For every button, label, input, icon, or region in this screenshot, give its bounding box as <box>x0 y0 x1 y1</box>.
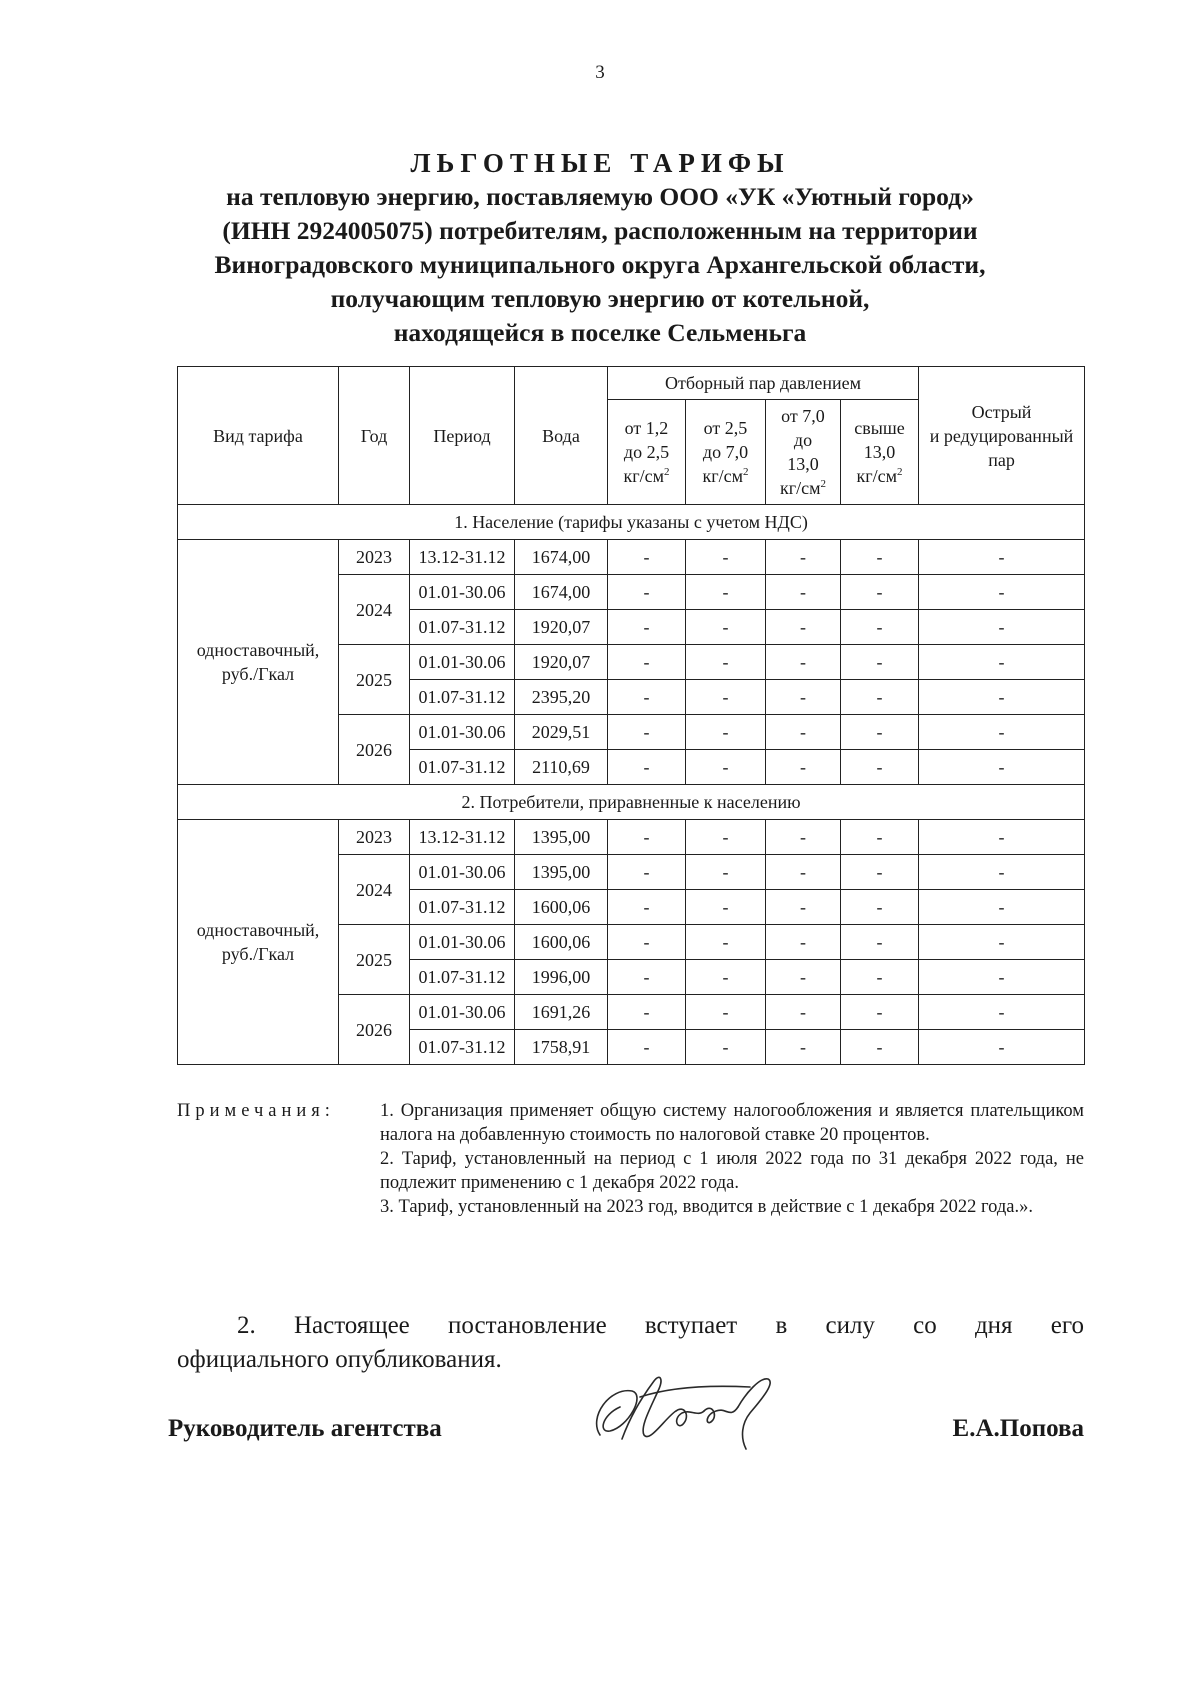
water-cell: 1996,00 <box>515 960 608 995</box>
signer-name: Е.А.Попова <box>952 1415 1084 1442</box>
note-item: 2. Тариф, установленный на период с 1 июля 2022 года по 31 декабря 2022 года, не подлежит применению с 1 декабря 2022 года. <box>380 1149 1084 1193</box>
period-cell: 01.01-30.06 <box>410 715 515 750</box>
dash-cell: - <box>608 575 686 610</box>
water-cell: 1674,00 <box>515 540 608 575</box>
dash-cell: - <box>608 1030 686 1065</box>
dash-cell: - <box>686 925 766 960</box>
dash-cell: - <box>919 820 1085 855</box>
dash-cell: - <box>766 820 841 855</box>
dash-cell: - <box>919 855 1085 890</box>
header-steam-4: свыше 13,0 $кг/см^2$ <box>841 400 919 505</box>
dash-cell: - <box>686 680 766 715</box>
dash-cell: - <box>919 540 1085 575</box>
year-cell: 2023 <box>339 540 410 575</box>
water-cell: 2029,51 <box>515 715 608 750</box>
dash-cell: - <box>919 1030 1085 1065</box>
period-cell: 01.01-30.06 <box>410 995 515 1030</box>
dash-cell: - <box>919 960 1085 995</box>
water-cell: 1395,00 <box>515 855 608 890</box>
dash-cell: - <box>841 645 919 680</box>
header-steam-group: Отборный пар давлением <box>608 367 919 400</box>
dash-cell: - <box>919 610 1085 645</box>
dash-cell: - <box>608 610 686 645</box>
dash-cell: - <box>841 610 919 645</box>
header-steam-3: от 7,0 до 13,0 $кг/см^2$ <box>766 400 841 505</box>
water-cell: 1674,00 <box>515 575 608 610</box>
period-cell: 01.01-30.06 <box>410 645 515 680</box>
title-line: (ИНН 2924005075) потребителям, расположенным на территории <box>222 216 978 245</box>
dash-cell: - <box>841 855 919 890</box>
dash-cell: - <box>919 645 1085 680</box>
dash-cell: - <box>919 575 1085 610</box>
period-cell: 01.01-30.06 <box>410 855 515 890</box>
dash-cell: - <box>686 750 766 785</box>
period-cell: 01.07-31.12 <box>410 750 515 785</box>
section-title: 2. Потребители, приравненные к населению <box>178 785 1085 820</box>
dash-cell: - <box>766 855 841 890</box>
year-cell: 2025 <box>339 925 410 995</box>
note-item: 1. Организация применяет общую систему налогообложения и является плательщиком налога на добавленную стоимость по налоговой ставке 20 процентов. <box>380 1101 1084 1145</box>
dash-cell: - <box>919 680 1085 715</box>
tariff-type-cell: одноставочный, руб./Гкал <box>178 540 339 785</box>
header-water: Вода <box>515 367 608 505</box>
dash-cell: - <box>766 680 841 715</box>
tariffs-table <box>177 366 1085 1065</box>
dash-cell: - <box>841 925 919 960</box>
dash-cell: - <box>919 715 1085 750</box>
dash-cell: - <box>841 820 919 855</box>
period-cell: 01.07-31.12 <box>410 610 515 645</box>
year-cell: 2026 <box>339 715 410 785</box>
notes-label: Примечания: <box>177 1101 335 1121</box>
dash-cell: - <box>919 925 1085 960</box>
water-cell: 1600,06 <box>515 925 608 960</box>
dash-cell: - <box>608 925 686 960</box>
dash-cell: - <box>608 750 686 785</box>
year-cell: 2024 <box>339 855 410 925</box>
document-title <box>0 146 1200 350</box>
year-cell: 2025 <box>339 645 410 715</box>
note-item: 3. Тариф, установленный на 2023 год, вводится в действие с 1 декабря 2022 года.». <box>380 1197 1033 1217</box>
dash-cell: - <box>841 995 919 1030</box>
signature-block <box>168 1407 1084 1451</box>
year-cell: 2026 <box>339 995 410 1065</box>
header-steam-2: от 2,5 до 7,0 $кг/см^2$ <box>686 400 766 505</box>
period-cell: 01.01-30.06 <box>410 925 515 960</box>
water-cell: 1600,06 <box>515 890 608 925</box>
section-title: 1. Население (тарифы указаны с учетом НДС) <box>178 505 1085 540</box>
tariff-type-cell: одноставочный, руб./Гкал <box>178 820 339 1065</box>
dash-cell: - <box>841 575 919 610</box>
clause-line-2: официального опубликования. <box>177 1346 502 1373</box>
period-cell: 13.12-31.12 <box>410 820 515 855</box>
water-cell: 1691,26 <box>515 995 608 1030</box>
clause-line-1: 2. Настоящее постановление вступает в силу со дня его <box>237 1312 1084 1339</box>
dash-cell: - <box>841 890 919 925</box>
signer-position: Руководитель агентства <box>168 1415 442 1442</box>
dash-cell: - <box>686 855 766 890</box>
dash-cell: - <box>766 890 841 925</box>
title-main: ЛЬГОТНЫЕ ТАРИФЫ <box>410 148 790 178</box>
header-sharp-steam: Острый и редуцированный пар <box>919 367 1085 505</box>
period-cell: 01.07-31.12 <box>410 1030 515 1065</box>
dash-cell: - <box>919 995 1085 1030</box>
dash-cell: - <box>841 750 919 785</box>
dash-cell: - <box>686 715 766 750</box>
dash-cell: - <box>766 995 841 1030</box>
dash-cell: - <box>686 960 766 995</box>
dash-cell: - <box>608 820 686 855</box>
dash-cell: - <box>766 960 841 995</box>
period-cell: 01.01-30.06 <box>410 575 515 610</box>
dash-cell: - <box>608 540 686 575</box>
dash-cell: - <box>686 540 766 575</box>
table-row <box>178 540 1085 575</box>
dash-cell: - <box>919 890 1085 925</box>
water-cell: 1920,07 <box>515 610 608 645</box>
dash-cell: - <box>608 680 686 715</box>
dash-cell: - <box>766 715 841 750</box>
dash-cell: - <box>686 820 766 855</box>
dash-cell: - <box>766 610 841 645</box>
dash-cell: - <box>841 715 919 750</box>
page-number: 3 <box>595 62 605 83</box>
dash-cell: - <box>841 1030 919 1065</box>
dash-cell: - <box>686 890 766 925</box>
title-line: Виноградовского муниципального округа Архангельской области, <box>214 250 986 279</box>
dash-cell: - <box>841 960 919 995</box>
year-cell: 2023 <box>339 820 410 855</box>
dash-cell: - <box>686 1030 766 1065</box>
dash-cell: - <box>608 715 686 750</box>
title-line: на тепловую энергию, поставляемую ООО «УК «Уютный город» <box>226 182 974 211</box>
dash-cell: - <box>608 995 686 1030</box>
dash-cell: - <box>608 645 686 680</box>
notes-list <box>380 1099 1084 1219</box>
water-cell: 1395,00 <box>515 820 608 855</box>
period-cell: 01.07-31.12 <box>410 680 515 715</box>
header-period: Период <box>410 367 515 505</box>
dash-cell: - <box>766 540 841 575</box>
dash-cell: - <box>686 610 766 645</box>
dash-cell: - <box>686 645 766 680</box>
dash-cell: - <box>766 645 841 680</box>
dash-cell: - <box>608 890 686 925</box>
period-cell: 01.07-31.12 <box>410 960 515 995</box>
handwritten-signature <box>580 1357 810 1467</box>
header-tariff-type: Вид тарифа <box>178 367 339 505</box>
dash-cell: - <box>766 925 841 960</box>
dash-cell: - <box>686 575 766 610</box>
dash-cell: - <box>608 960 686 995</box>
dash-cell: - <box>686 995 766 1030</box>
dash-cell: - <box>919 750 1085 785</box>
dash-cell: - <box>841 680 919 715</box>
water-cell: 2110,69 <box>515 750 608 785</box>
header-year: Год <box>339 367 410 505</box>
header-steam-1: от 1,2 до 2,5 $кг/см^2$ <box>608 400 686 505</box>
dash-cell: - <box>766 575 841 610</box>
period-cell: 13.12-31.12 <box>410 540 515 575</box>
water-cell: 1920,07 <box>515 645 608 680</box>
water-cell: 2395,20 <box>515 680 608 715</box>
dash-cell: - <box>766 1030 841 1065</box>
title-line: находящейся в поселке Сельменьга <box>393 318 807 347</box>
year-cell: 2024 <box>339 575 410 645</box>
title-line: получающим тепловую энергию от котельной, <box>330 284 870 313</box>
water-cell: 1758,91 <box>515 1030 608 1065</box>
table-row <box>178 820 1085 855</box>
dash-cell: - <box>766 750 841 785</box>
period-cell: 01.07-31.12 <box>410 890 515 925</box>
dash-cell: - <box>841 540 919 575</box>
dash-cell: - <box>608 855 686 890</box>
